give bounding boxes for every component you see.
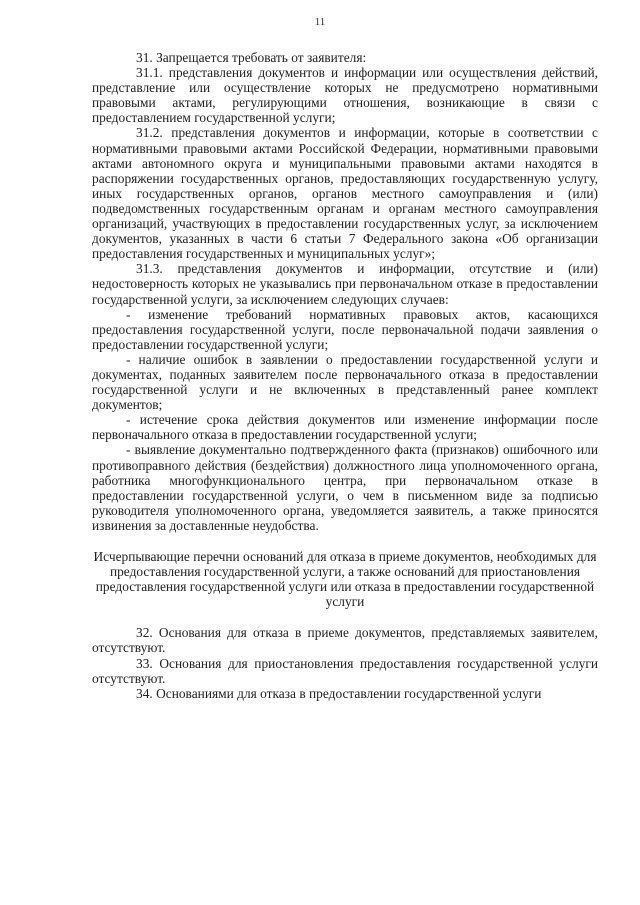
paragraph-32: 32. Основания для отказа в приеме документов, представляемых заявителем, отсутствуют.: [92, 625, 598, 656]
section-heading: Исчерпывающие перечни оснований для отказа в приеме документов, необходимых для предоставления государственной услуги, а также оснований для приостановления предоставления государственной услуги или отказа в предоставлении государственной услуги: [93, 549, 597, 610]
paragraph-31-2: 31.2. представления документов и информации, которые в соответствии с нормативными правовыми актами Российской Федерации, нормативными правовыми актами автономного округа и муниципальными правовыми актами находятся в распоряжении государственных органов, предоставляющих государственную услугу, иных государственных органов, органов местного самоуправления и (или) подведомственных государственным органам и органам местного самоуправления организаций, участвующих в предоставлении государственных услуг, за исключением документов, указанных в части 6 статьи 7 Федерального закона «Об организации предоставления государственных и муниципальных услуг»;: [92, 125, 598, 262]
list-item-document-expiry: - истечение срока действия документов или изменение информации после первоначального отказа в предоставлении государственной услуги;: [92, 412, 598, 443]
paragraph-31: 31. Запрещается требовать от заявителя:: [136, 50, 367, 65]
paragraph-33: 33. Основания для приостановления предоставления государственной услуги отсутствуют.: [92, 655, 598, 686]
paragraph-31-1: 31.1. представления документов и информации или осуществления действий, представление или осуществление которых не предусмотрено нормативными правовыми актами, регулирующими отношения, возникающие в связи с предоставлением государственной услуги;: [92, 65, 598, 126]
list-item-wrongful-action: - выявление документально подтвержденного факта (признаков) ошибочного или противоправного действия (бездействия) должностного лица уполномоченного органа, работника многофункционального центра, при первоначальном отказе в предоставлении государственной услуги, о чем в письменном виде за подписью руководителя уполномоченного органа, уведомляется заявитель, а также приносятся извинения за доставленные неудобства.: [92, 442, 598, 533]
paragraph-31-3: 31.3. представления документов и информации, отсутствие и (или) недостоверность которых не указывались при первоначальном отказе в предоставлении государственной услуги, за исключением следующих случаев:: [92, 261, 598, 307]
paragraph-34: 34. Основаниями для отказа в предоставлении государственной услуги: [136, 685, 542, 701]
list-item-requirements-change: - изменение требований нормативных правовых актов, касающихся предоставления государственной услуги, после первоначальной подачи заявления о предоставлении государственной услуги;: [92, 306, 598, 352]
document-body: [92, 50, 598, 701]
page-number: 11: [314, 16, 326, 28]
list-item-application-errors: - наличие ошибок в заявлении о предоставлении государственной услуги и документах, поданных заявителем после первоначального отказа в предоставлении государственной услуги и не включенных в представленный ранее комплект документов;: [92, 351, 598, 413]
